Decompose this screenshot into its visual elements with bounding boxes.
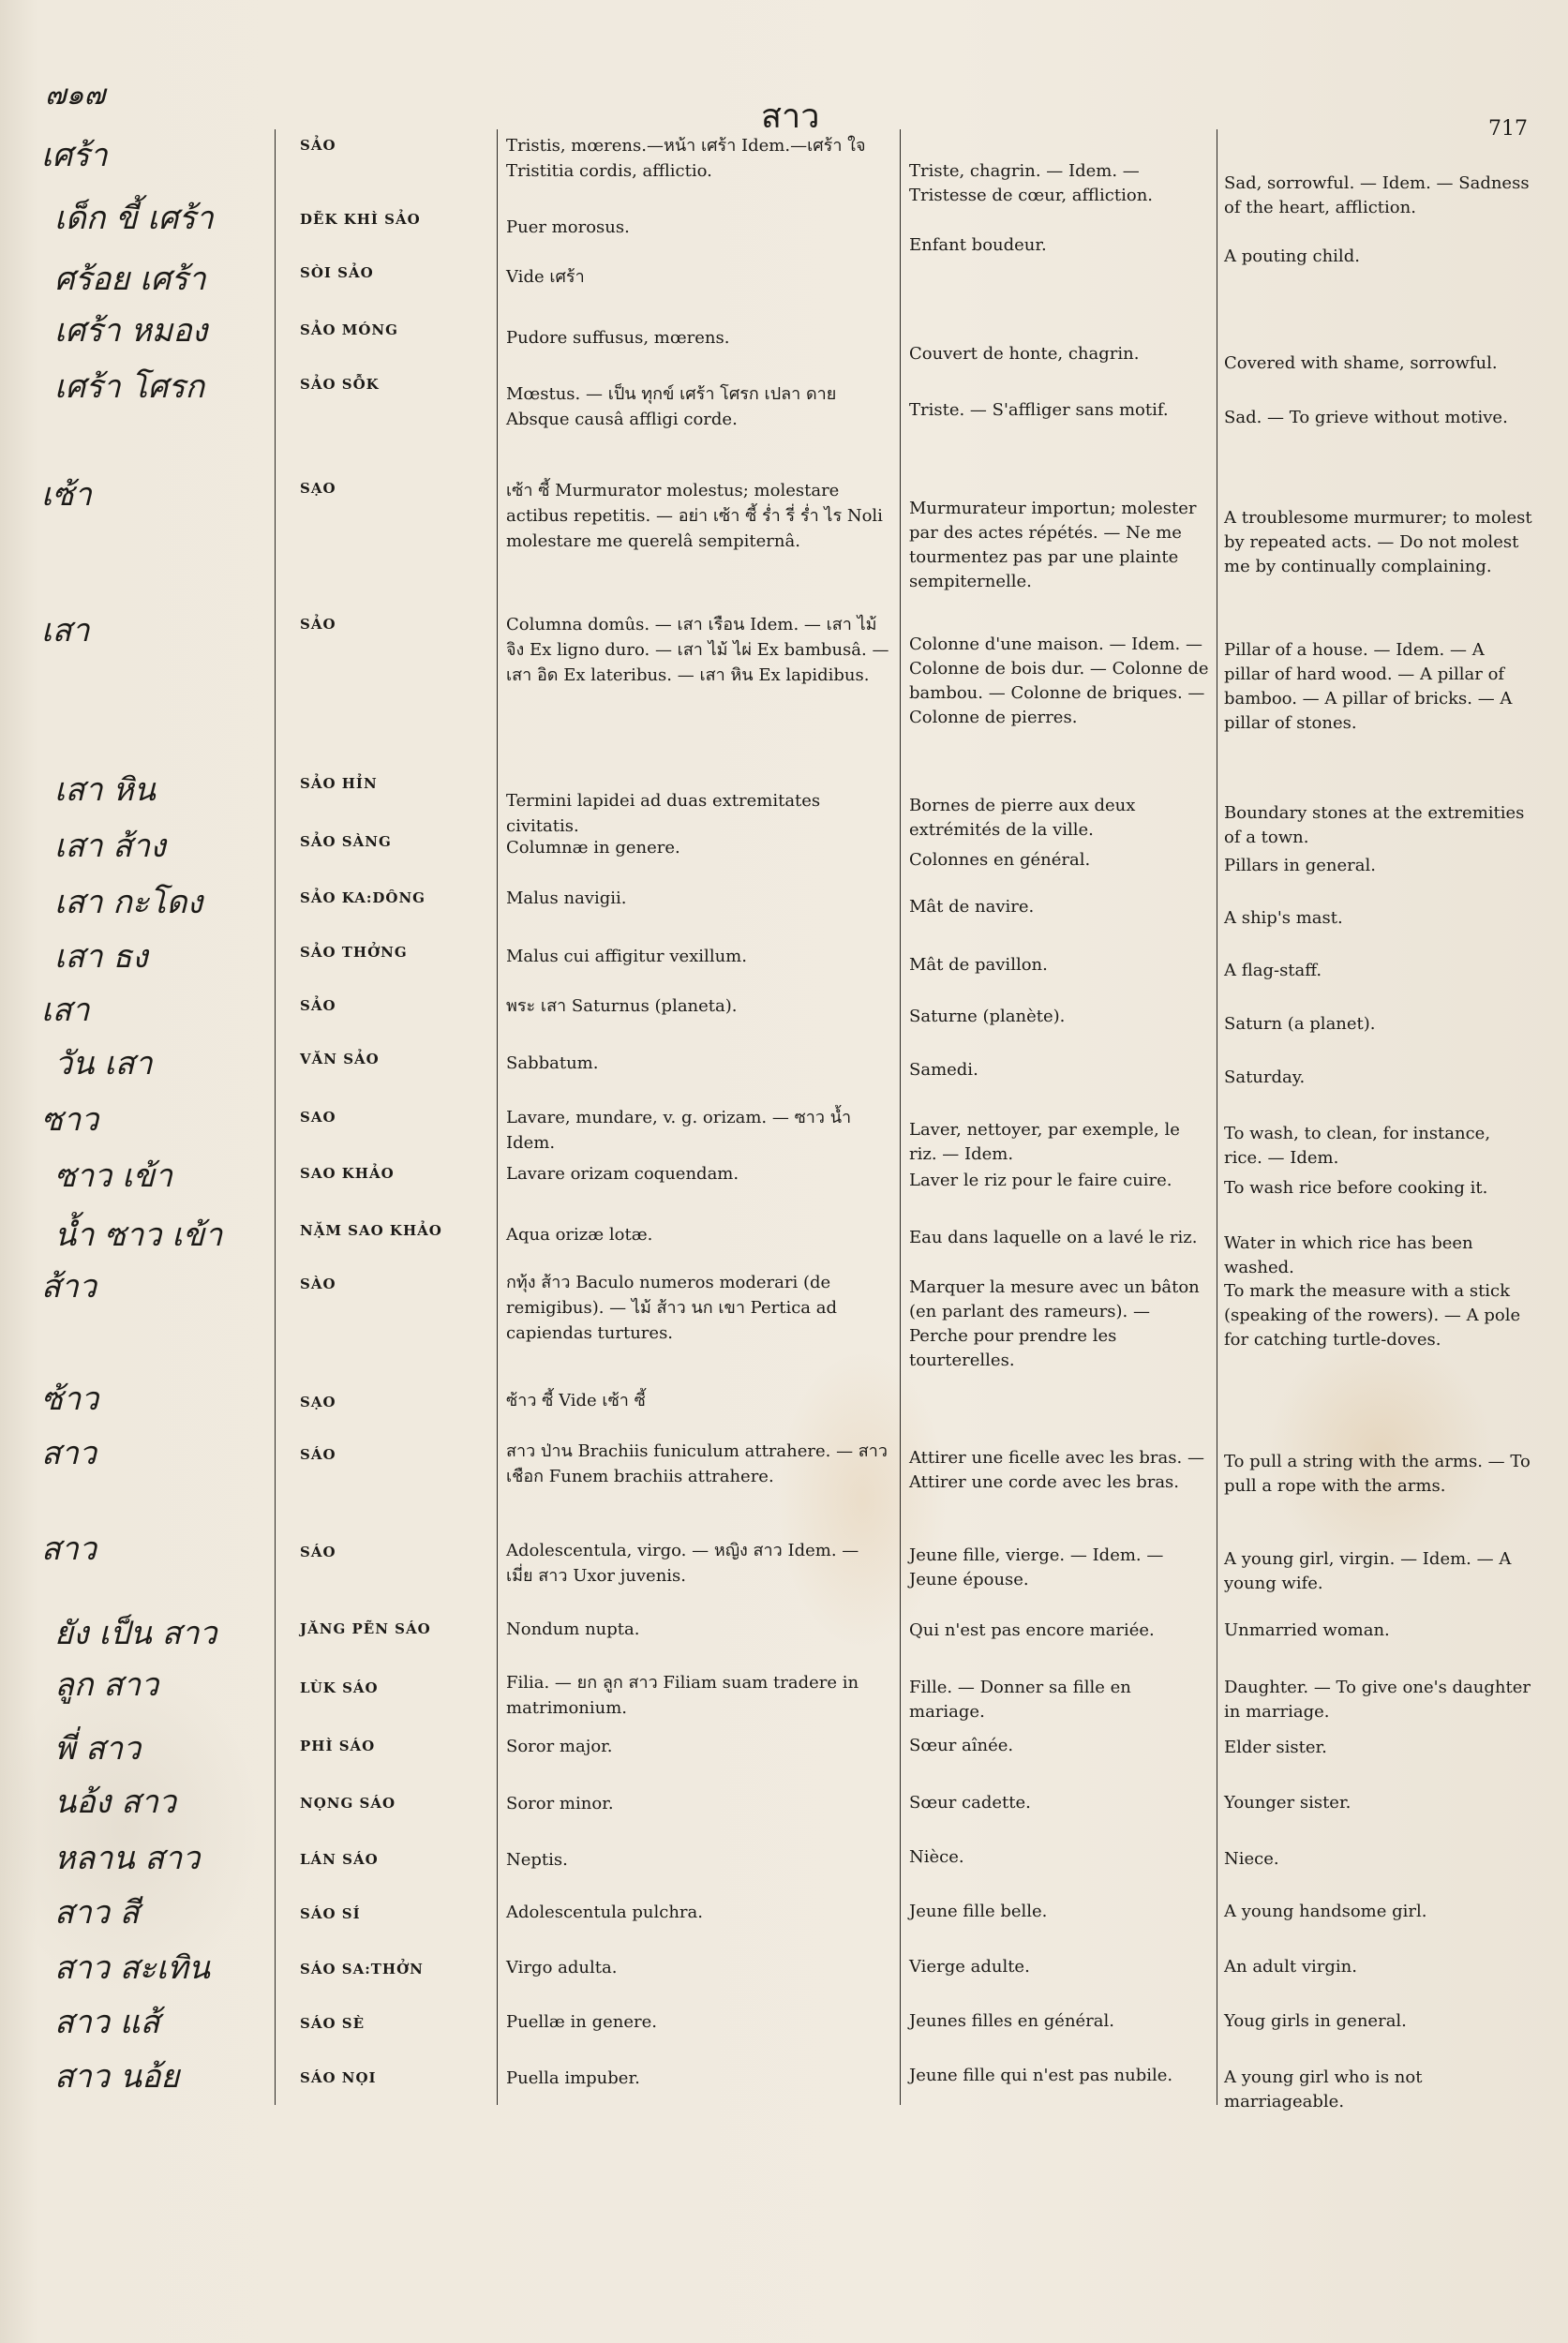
latin-gloss: Columna domûs. — เสา เรือน Idem. — เสา ไม้ จิง Ex ligno duro. — เสา ไม้ ไผ่ Ex bambusâ. — เสา อิด Ex lateribus. — เสา หิน Ex lapidibus. (506, 615, 889, 685)
latin-gloss: Puellæ in genere. (506, 2012, 657, 2032)
thai-headword: หลาน สาว (54, 1840, 201, 1877)
thai-headword: ส้าว (41, 1268, 97, 1306)
french-gloss: Qui n'est pas encore mariée. (909, 1620, 1155, 1640)
latin-gloss: เซ้า ซี้ Murmurator molestus; molestare actibus repetitis. — อย่า เซ้า ซี้ ร่ำ รี่ ร่ำ ไร Noli molestare me querelâ sempiternâ. (506, 481, 883, 551)
romanization: SAO (300, 1109, 336, 1126)
latin-gloss: Vide เศร้า (506, 267, 585, 287)
romanization: SÁO (300, 1544, 336, 1560)
english-gloss: To wash rice before cooking it. (1224, 1178, 1488, 1198)
romanization: SẢO HỈN (300, 775, 378, 792)
english-gloss: To mark the measure with a stick (speaking of the rowers). — A pole for catching turtle-doves. (1224, 1281, 1521, 1350)
latin-gloss: Filia. — ยก ลูก สาว Filiam suam tradere in matrimonium. (506, 1673, 859, 1718)
romanization: SÁO NỌI (300, 2069, 377, 2086)
romanization: SẢO THỞNG (300, 944, 408, 961)
french-gloss: Saturne (planète). (909, 1007, 1066, 1026)
latin-gloss: Malus navigii. (506, 888, 627, 908)
english-gloss: Younger sister. (1224, 1793, 1351, 1813)
english-gloss: To pull a string with the arms. — To pull a rope with the arms. (1224, 1452, 1531, 1496)
thai-headword: สาว (41, 1435, 97, 1472)
french-gloss: Sœur aînée. (909, 1736, 1014, 1755)
english-gloss: Daughter. — To give one's daughter in marriage. (1224, 1678, 1531, 1722)
french-gloss: Colonnes en général. (909, 850, 1091, 870)
english-gloss: Unmarried woman. (1224, 1620, 1390, 1640)
french-gloss: Samedi. (909, 1060, 978, 1080)
english-gloss: An adult virgin. (1224, 1957, 1357, 1977)
latin-gloss: Termini lapidei ad duas extremitates civitatis. (506, 791, 821, 836)
thai-headword: เสา หิน (54, 771, 156, 809)
latin-gloss: Puella impuber. (506, 2068, 640, 2088)
english-gloss: Covered with shame, sorrowful. (1224, 353, 1498, 373)
english-gloss: To wash, to clean, for instance, rice. — Idem. (1224, 1124, 1491, 1168)
romanization: SẢO (300, 997, 336, 1014)
english-gloss: A young girl, virgin. — Idem. — A young wife. (1224, 1549, 1512, 1593)
latin-gloss: กทุ้ง ส้าว Baculo numeros moderari (de remigibus). — ไม้ ส้าว นก เขา Pertica ad capiendas turtures. (506, 1273, 838, 1343)
romanization: SÀO (300, 1276, 336, 1292)
latin-gloss: Puer morosus. (506, 217, 630, 237)
french-gloss: Fille. — Donner sa fille en mariage. (909, 1678, 1131, 1722)
thai-headword: เศร้า โศรก (54, 368, 205, 406)
page-number: 717 (1488, 117, 1528, 141)
thai-headword: เศร้า (41, 137, 108, 174)
latin-gloss: Lavare, mundare, v. g. orizam. — ซาว น้ำ Idem. (506, 1108, 852, 1153)
thai-headword: สาว สี (54, 1894, 140, 1932)
french-gloss: Attirer une ficelle avec les bras. — Attirer une corde avec les bras. (909, 1448, 1204, 1492)
french-gloss: Laver, nettoyer, par exemple, le riz. — Idem. (909, 1120, 1180, 1164)
french-gloss: Sœur cadette. (909, 1793, 1031, 1813)
romanization: SẢO SÀNG (300, 833, 392, 850)
column-rule-2 (497, 129, 498, 2105)
romanization: NẶM SAO KHẢO (300, 1222, 442, 1239)
thai-headword: ยัง เป็น สาว (54, 1615, 217, 1652)
romanization: SÒI SẢO (300, 264, 374, 281)
latin-gloss: Sabbatum. (506, 1053, 599, 1073)
romanization: SẠO (300, 1394, 336, 1410)
latin-gloss: ซ้าว ซี้ Vide เซ้า ซี้ (506, 1391, 646, 1410)
french-gloss: Eau dans laquelle on a lavé le riz. (909, 1228, 1198, 1247)
romanization: JĂNG PẼN SÁO (300, 1620, 431, 1637)
english-gloss: A ship's mast. (1224, 908, 1343, 928)
latin-gloss: สาว ป่าน Brachiis funiculum attrahere. — สาว เชือก Funem brachiis attrahere. (506, 1441, 889, 1486)
romanization: SẢO MÓNG (300, 321, 398, 338)
thai-headword: เสา ส้าง (54, 828, 166, 865)
latin-gloss: พระ เสา Saturnus (planeta). (506, 996, 738, 1016)
thai-headword: ซ้าว (41, 1380, 99, 1418)
english-gloss: A pouting child. (1224, 246, 1360, 266)
latin-gloss: Malus cui affigitur vexillum. (506, 947, 747, 966)
english-gloss: Saturday. (1224, 1067, 1306, 1087)
thai-headword: เสา กะโดง (54, 884, 203, 921)
romanization: SAO KHẢO (300, 1165, 395, 1182)
french-gloss: Laver le riz pour le faire cuire. (909, 1171, 1172, 1190)
thai-headword: ศร้อย เศร้า (54, 261, 206, 298)
french-gloss: Bornes de pierre aux deux extrémités de la ville. (909, 796, 1136, 840)
romanization: LÁN SÁO (300, 1851, 379, 1868)
english-gloss: Pillars in general. (1224, 856, 1376, 875)
thai-headword: สาว นอ้ย (54, 2058, 180, 2096)
latin-gloss: Columnæ in genere. (506, 838, 680, 858)
thai-headword: เด็ก ขี้ เศร้า (54, 200, 214, 237)
english-gloss: Youg girls in general. (1224, 2011, 1407, 2031)
english-gloss: Saturn (a planet). (1224, 1014, 1376, 1034)
english-gloss: Sad. — To grieve without motive. (1224, 408, 1508, 427)
romanization: SÁO (300, 1446, 336, 1463)
thai-headword: สาว แส้ (54, 2004, 160, 2041)
english-gloss: A young girl who is not marriageable. (1224, 2067, 1423, 2112)
thai-headword: พี่ สาว (54, 1730, 142, 1768)
thai-headword: เสา (41, 992, 90, 1029)
thai-page-number: ๗๑๗ (45, 79, 106, 112)
latin-gloss: Mœstus. — เป็น ทุกข์ เศร้า โศรก เปลา ดาย Absque causâ affligi corde. (506, 384, 837, 429)
thai-headword: ซาว เข้า (54, 1157, 173, 1195)
thai-headword: เซ้า (41, 476, 92, 514)
thai-headword: น้ำ ซาว เข้า (54, 1216, 223, 1254)
romanization: SÁO SÍ (300, 1905, 361, 1922)
romanization: SÁO SA:THỞN (300, 1961, 424, 1977)
french-gloss: Jeune fille, vierge. — Idem. — Jeune épouse. (909, 1545, 1164, 1589)
english-gloss: A troublesome murmurer; to molest by repeated acts. — Do not molest me by continually complaining. (1224, 508, 1532, 576)
romanization: SẢO (300, 137, 336, 154)
thai-headword: เสา ธง (54, 938, 148, 976)
english-gloss: Water in which rice has been washed. (1224, 1233, 1473, 1277)
french-gloss: Marquer la mesure avec un bâton (en parlant des rameurs). — Perche pour prendre les tourterelles. (909, 1277, 1200, 1370)
latin-gloss: Adolescentula pulchra. (506, 1903, 703, 1922)
thai-headword: นอ้ง สาว (54, 1783, 177, 1821)
french-gloss: Enfant boudeur. (909, 235, 1047, 255)
english-gloss: Boundary stones at the extremities of a town. (1224, 803, 1525, 847)
french-gloss: Nièce. (909, 1847, 964, 1867)
english-gloss: Sad, sorrowful. — Idem. — Sadness of the heart, affliction. (1224, 173, 1530, 217)
english-gloss: A young handsome girl. (1224, 1902, 1427, 1921)
column-rule-1 (275, 129, 276, 2105)
romanization: SẢO (300, 616, 336, 633)
french-gloss: Colonne d'une maison. — Idem. — Colonne de bois dur. — Colonne de bambou. — Colonne de briques. — Colonne de pierres. (909, 634, 1209, 727)
latin-gloss: Soror major. (506, 1737, 613, 1756)
english-gloss: Niece. (1224, 1849, 1279, 1869)
latin-gloss: Virgo adulta. (506, 1958, 618, 1977)
romanization: SẢO KA:DÔNG (300, 889, 426, 906)
romanization: PHÌ SÁO (300, 1738, 376, 1754)
french-gloss: Jeunes filles en général. (909, 2011, 1114, 2031)
romanization: DẼK KHÌ SẢO (300, 211, 421, 228)
romanization: LÙK SÁO (300, 1679, 379, 1696)
thai-headword: สาว สะเทิน (54, 1949, 211, 1987)
english-gloss: Pillar of a house. — Idem. — A pillar of hard wood. — A pillar of bamboo. — A pillar of bricks. — A pillar of stones. (1224, 640, 1513, 733)
french-gloss: Triste. — S'affliger sans motif. (909, 400, 1169, 420)
thai-headword: ลูก สาว (54, 1666, 159, 1704)
french-gloss: Murmurateur importun; molester par des actes répétés. — Ne me tourmentez pas par une plainte sempiternelle. (909, 499, 1197, 591)
thai-headword: เศร้า หมอง (54, 312, 208, 350)
latin-gloss: Adolescentula, virgo. — หญิง สาว Idem. — เมี่ย สาว Uxor juvenis. (506, 1541, 859, 1586)
french-gloss: Jeune fille belle. (909, 1902, 1048, 1921)
latin-gloss: Soror minor. (506, 1794, 614, 1813)
romanization: VĂN SẢO (300, 1051, 380, 1067)
french-gloss: Mât de pavillon. (909, 955, 1048, 975)
french-gloss: Jeune fille qui n'est pas nubile. (909, 2066, 1173, 2085)
french-gloss: Vierge adulte. (909, 1957, 1030, 1977)
latin-gloss: Lavare orizam coquendam. (506, 1164, 739, 1184)
french-gloss: Mât de navire. (909, 897, 1035, 917)
thai-headword: ซาว (41, 1101, 99, 1139)
romanization: NỌNG SÁO (300, 1795, 396, 1812)
running-headword: สาว (761, 97, 820, 136)
romanization: SẢO SỖK (300, 376, 380, 393)
english-gloss: A flag-staff. (1224, 961, 1322, 980)
thai-headword: วัน เสา (54, 1045, 153, 1082)
french-gloss: Triste, chagrin. — Idem. — Tristesse de cœur, affliction. (909, 161, 1154, 205)
column-rule-3 (900, 129, 901, 2105)
latin-gloss: Pudore suffusus, mœrens. (506, 328, 730, 348)
latin-gloss: Tristis, mœrens.—หน้า เศร้า Idem.—เศร้า ใจ Tristitia cordis, afflictio. (506, 136, 866, 181)
latin-gloss: Neptis. (506, 1850, 568, 1870)
latin-gloss: Aqua orizæ lotæ. (506, 1225, 653, 1245)
latin-gloss: Nondum nupta. (506, 1619, 640, 1639)
romanization: SÁO SÈ (300, 2015, 366, 2032)
english-gloss: Elder sister. (1224, 1738, 1327, 1757)
thai-headword: เสา (41, 612, 90, 649)
romanization: SẠO (300, 480, 336, 497)
thai-headword: สาว (41, 1530, 97, 1568)
french-gloss: Couvert de honte, chagrin. (909, 344, 1140, 364)
